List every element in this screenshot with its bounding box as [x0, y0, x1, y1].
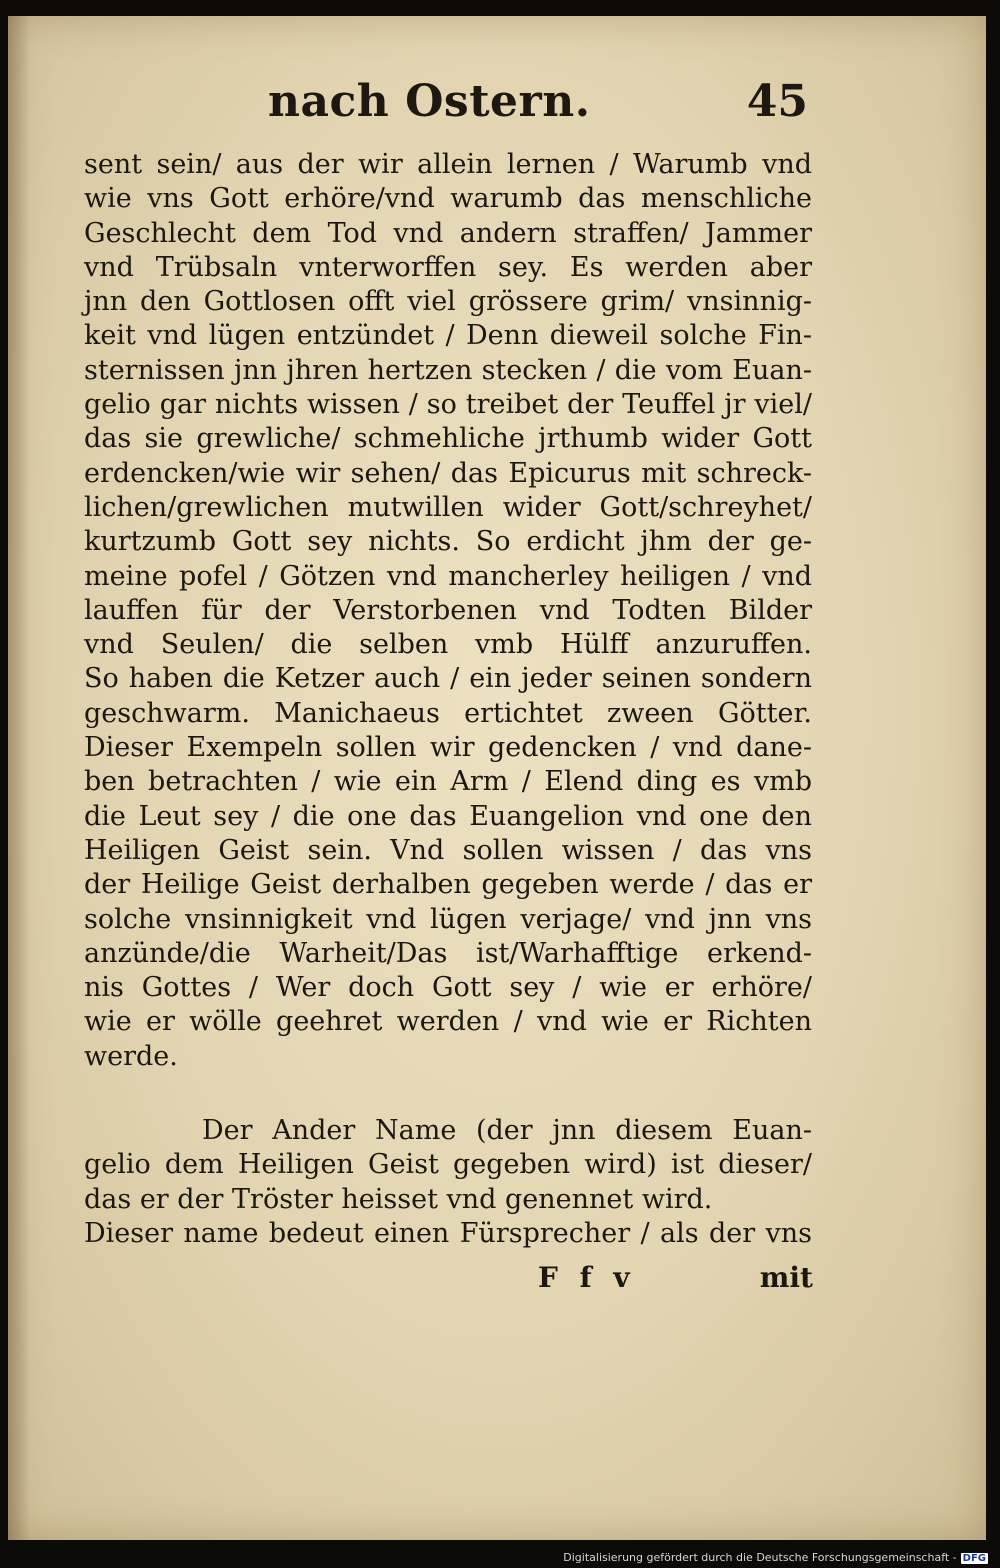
text-line: sent sein/ aus der wir allein lernen / Warumb vnd	[84, 149, 812, 180]
text-line: So haben die Ketzer auch / ein jeder seinen sondern	[84, 663, 812, 695]
text-line: der Heilige Geist derhalben gegeben werde / das er	[84, 869, 812, 901]
text-line: jnn den Gottlosen offt viel grössere grim/ vnsinnig-	[84, 286, 812, 318]
paragraph	[84, 1114, 812, 1251]
page-header	[268, 76, 808, 146]
text-line: solche vnsinnigkeit vnd lügen verjage/ vnd jnn vns	[84, 903, 812, 935]
text-line: Dieser name bedeut einen Fürsprecher / als der vns	[84, 1217, 812, 1249]
text-line: lichen/grewlichen mutwillen wider Gott/schreyhet/	[84, 491, 812, 523]
page-number: 45	[746, 76, 808, 127]
paragraph	[84, 148, 812, 1074]
text-line: vnd Trübsaln vnterworffen sey. Es werden aber	[84, 251, 812, 283]
text-line: vnd Seulen/ die selben vmb Hülff anzuruffen.	[84, 629, 812, 661]
text-line: das er der Tröster heisset vnd genennet wird.	[84, 1183, 713, 1215]
text-line: Heiligen Geist sein. Vnd sollen wissen / das vns	[84, 834, 812, 866]
text-line: wie er wölle geehret werden / vnd wie er Richten	[84, 1006, 812, 1038]
text-line: anzünde/die Warheit/Das ist/Warhafftige erkend-	[84, 937, 812, 969]
text-line: erdencken/wie wir sehen/ das Epicurus mit schreck-	[84, 457, 812, 489]
text-line: keit vnd lügen entzündet / Denn dieweil solche Fin-	[84, 320, 812, 352]
text-line: geschwarm. Manichaeus ertichtet zween Götter.	[84, 697, 812, 729]
text-line: lauffen für der Verstorbenen vnd Todten Bilder	[84, 594, 812, 626]
catchword: mit	[759, 1261, 813, 1294]
text-line: wie vns Gott erhöre/vnd warumb das menschliche	[84, 183, 812, 215]
text-line: ben betrachten / wie ein Arm / Elend ding es vmb	[84, 766, 812, 798]
text-line: Geschlecht dem Tod vnd andern straffen/ Jammer	[84, 217, 812, 249]
text-line: werde.	[84, 1040, 178, 1072]
text-line: sternissen jnn jhren hertzen stecken / die vom Euan-	[84, 354, 812, 386]
text-line: meine pofel / Götzen vnd mancherley heiligen / vnd	[84, 560, 812, 592]
text-line: gelio gar nichts wissen / so treibet der Teuffel jr viel/	[84, 389, 812, 421]
text-line: das sie grewliche/ schmehliche jrthumb wider Gott	[84, 423, 812, 455]
text-line: Dieser Exempeln sollen wir gedencken / vnd dane-	[84, 732, 812, 764]
text-line: Der Ander Name (der jnn diesem Euan-	[202, 1115, 812, 1147]
text-line: nis Gottes / Wer doch Gott sey / wie er erhöre/	[84, 972, 812, 1004]
dfg-logo: DFG	[962, 1553, 986, 1564]
signature-mark: F f v	[538, 1261, 636, 1294]
body-text	[84, 148, 812, 1251]
running-title: nach Ostern.	[268, 76, 591, 127]
text-line: kurtzumb Gott sey nichts. So erdicht jhm der ge-	[84, 526, 812, 558]
book-page	[8, 16, 986, 1540]
text-line: die Leut sey / die one das Euangelion vnd one den	[84, 800, 812, 832]
credit-text: Digitalisierung gefördert durch die Deutsche Forschungsgemeinschaft -	[563, 1551, 957, 1564]
digitization-credit	[563, 1551, 988, 1564]
text-line: gelio dem Heiligen Geist gegeben wird) ist dieser/	[84, 1149, 812, 1181]
signature-line	[538, 1261, 813, 1301]
